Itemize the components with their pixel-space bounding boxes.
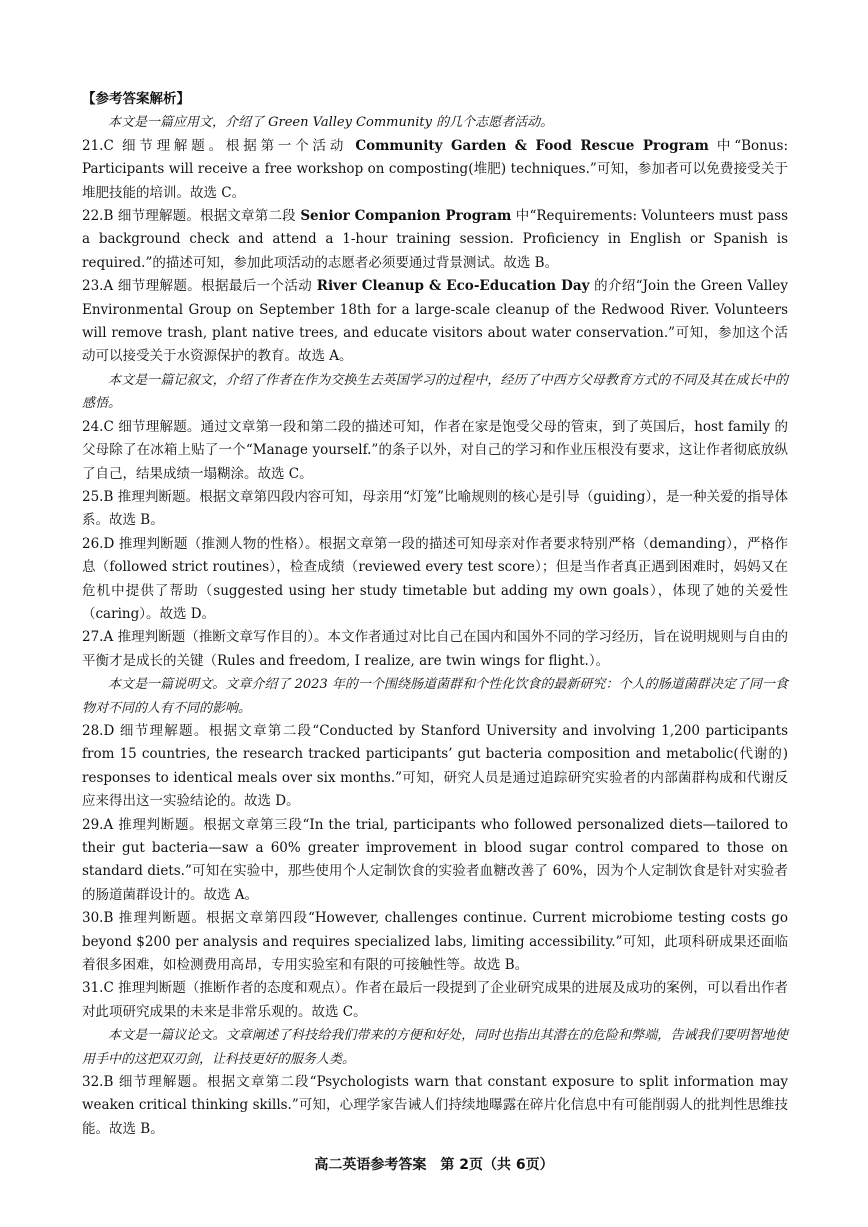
answer-item-26: 26.D 推理判断题（推测人物的性格）。根据文章第一段的描述可知母亲对作者要求特别严格（demanding），严格作息（followed strict routines），检查成绩（reviewed every test score）；但是当作者真正遇到困难时，妈妈又在危机中提供了帮助（suggested using her study timetable but adding my own goals），体现了她的关爱性（caring）。故选 D。 (82, 535, 788, 622)
section-heading: 【参考答案解析】 (82, 91, 190, 107)
passage-intro: 本文是一篇议论文。文章阐述了科技给我们带来的方便和好处，同时也指出其潜在的危险和弊端，告诫我们要明智地使用手中的这把双刃剑，让科技更好的服务人类。 (82, 1028, 788, 1067)
answer-item-27: 27.A 推理判断题（推断文章写作目的）。本文作者通过对比自己在国内和国外不同的学习经历，旨在说明规则与自由的平衡才是成长的关键（Rules and freedom, I realize, are twin wings for flight.）。 (82, 629, 789, 669)
passage-2 (82, 369, 788, 673)
answer-item-23: 23.A 细节理解题。根据最后一个活动 River Cleanup & Eco-Education Day 的介绍“Join the Green Valley Environmental Group on September 18th for a large-scale cleanup of the Redwood River. Volunteers will remove trash, plant native trees, and educate visitors about water conservation.”可知，参加这个活动可以接受关于水资源保护的教育。故选 A。 (82, 278, 789, 365)
passage-1 (82, 111, 788, 368)
passage-intro: 本文是一篇说明文。文章介绍了 2023 年的一个围绕肠道菌群和个性化饮食的最新研究：个人的肠道菌群决定了同一食物对不同的人有不同的影响。 (82, 677, 788, 716)
answer-item-21: 21.C 细节理解题。根据第一个活动 Community Garden & Food Rescue Program 中“Bonus: Participants will receive a free workshop on composting(堆肥) techniques.”可知，参加者可以免费接受关于堆肥技能的培训。故选 C。 (82, 137, 789, 201)
passage-intro: 本文是一篇应用文，介绍了 Green Valley Community 的几个志愿者活动。 (108, 115, 554, 131)
answer-item-31: 31.C 推理判断题（推断作者的态度和观点）。作者在最后一段提到了企业研究成果的进展及成功的案例，可以看出作者对此项研究成果的未来是非常乐观的。故选 C。 (82, 980, 789, 1020)
passage-4 (82, 1024, 788, 1141)
answer-item-30: 30.B 推理判断题。根据文章第四段“However, challenges continue. Current microbiome testing costs go beyond $200 per analysis and requires specialized labs, limiting accessibility.”可知，此项科研成果还面临着很多困难，如检测费用高昂，专用实验室和有限的可接触性等。故选 B。 (82, 910, 788, 974)
page-footer: 高二英语参考答案 第 2页（共 6页） (314, 1157, 554, 1173)
answer-item-32: 32.B 细节理解题。根据文章第二段“Psychologists warn that constant exposure to split information may weaken critical thinking skills.”可知，心理学家告诫人们持续地曝露在碎片化信息中有可能削弱人的批判性思维技能。故选 B。 (82, 1074, 788, 1137)
answer-item-29: 29.A 推理判断题。根据文章第三段“In the trial, participants who followed personalized diets—tailored to their gut bacteria—saw a 60% greater improvement in blood sugar control compared to those on standard diets.”可知在实验中，那些使用个人定制饮食的实验者血糖改善了 60%，因为个人定制饮食是针对实验者的肠道菌群设计的。故选 A。 (82, 816, 788, 903)
answer-item-22: 22.B 细节理解题。根据文章第二段 Senior Companion Program 中“Requirements: Volunteers must pass a background check and attend a 1-hour training session. Proficiency in English or Spanish is required.”的描述可知，参加此项活动的志愿者必须要通过背景测试。故选 B。 (82, 208, 788, 271)
passage-intro: 本文是一篇记叙文，介绍了作者在作为交换生去英国学习的过程中，经历了中西方父母教育方式的不同及其在成长中的感悟。 (82, 372, 788, 412)
answer-item-25: 25.B 推理判断题。根据文章第四段内容可知，母亲用“灯笼”比喻规则的核心是引导（guiding），是一种关爱的指导体系。故选 B。 (82, 488, 788, 529)
answer-item-28: 28.D 细节理解题。根据文章第二段“Conducted by Stanford University and involving 1,200 participants from 15 countries, the research tracked participants’ gut bacteria composition and metabolic(代谢的) responses to identical meals over six months.”可知，研究人员是通过追踪研究实验者的内部菌群构成和代谢反应来得出这一实验结论的。故选 D。 (82, 722, 788, 810)
answer-item-24: 24.C 细节理解题。通过文章第一段和第二段的描述可知，作者在家是饱受父母的管束，到了英国后，host family 的父母除了在冰箱上贴了一个“Manage yourself.”的条子以外，对自己的学习和作业压根没有要求，这让作者彻底放纵了自己，结果成绩一塌糊涂。故选 C。 (82, 418, 789, 482)
passage-3 (82, 673, 788, 1024)
answer-key-page (82, 88, 788, 1141)
